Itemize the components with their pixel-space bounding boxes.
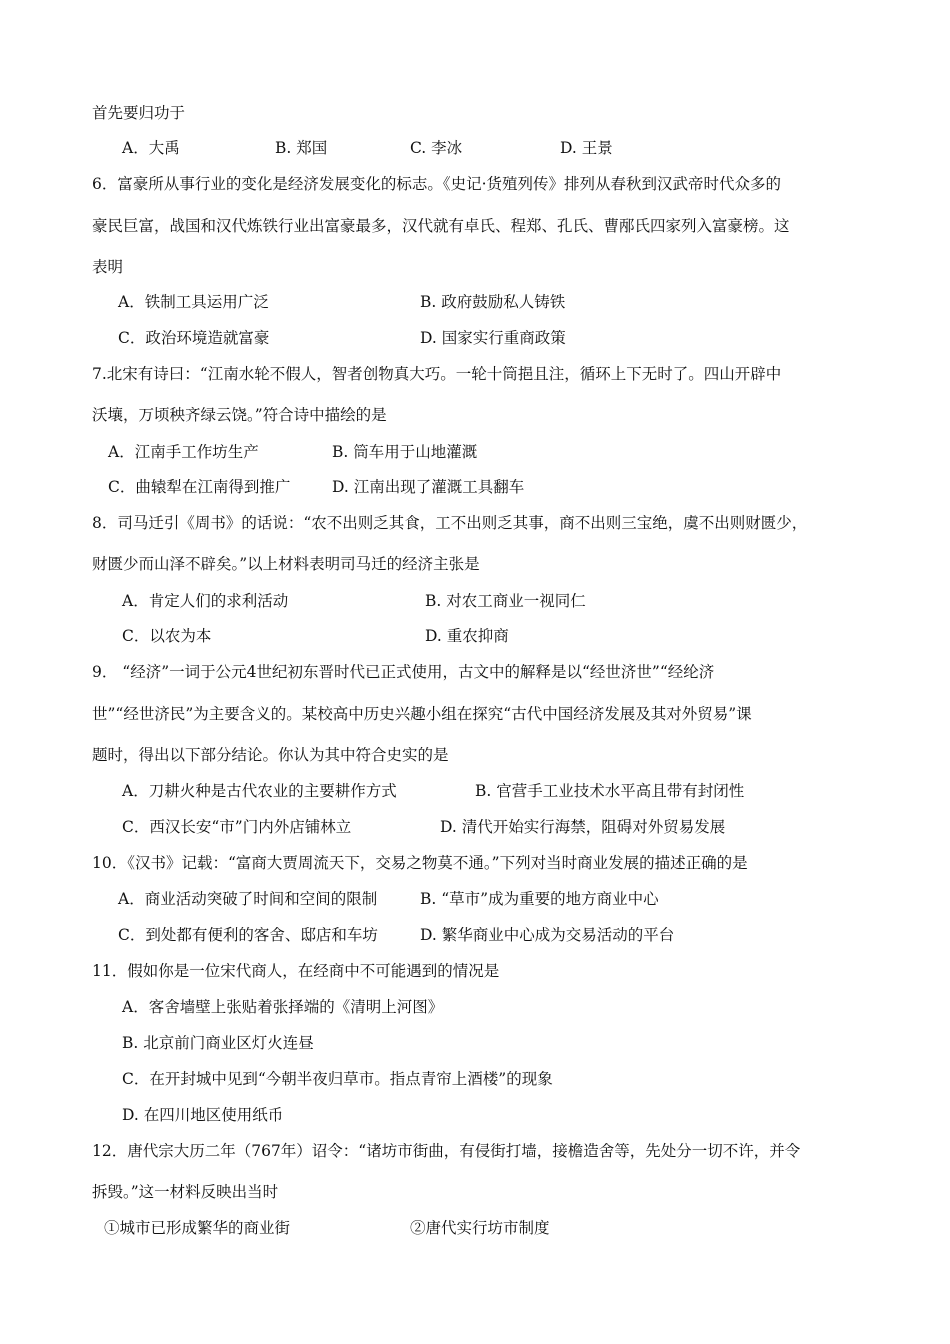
q6-stem-line-2: 豪民巨富，战国和汉代炼铁行业出富豪最多，汉代就有卓氏、程郑、孔氏、曹邴氏四家列入富豪榜。这 xyxy=(92,217,790,235)
q6-option-b: B. 政府鼓励私人铸铁 xyxy=(420,293,566,311)
q10-option-d: D. 繁华商业中心成为交易活动的平台 xyxy=(420,926,675,944)
q12-option-1: ①城市已形成繁华的商业街 xyxy=(104,1219,291,1237)
q5-option-a: A．大禹 xyxy=(122,139,180,157)
q5-option-d: D. 王景 xyxy=(560,139,613,157)
q8-option-b: B. 对农工商业一视同仁 xyxy=(425,592,586,610)
q10-option-c: C．到处都有便利的客舍、邸店和车坊 xyxy=(118,926,378,944)
q6-stem-line-3: 表明 xyxy=(92,258,124,276)
q9-option-b: B. 官营手工业技术水平高且带有封闭性 xyxy=(475,782,745,800)
q9-stem-line-2: 世”“经世济民”为主要含义的。某校高中历史兴趣小组在探究“古代中国经济发展及其对外贸易”课 xyxy=(92,705,752,723)
q9-option-d: D. 清代开始实行海禁，阻碍对外贸易发展 xyxy=(440,818,726,836)
q10-stem-line-1: 10．《汉书》记载：“富商大贾周流天下，交易之物莫不通。”下列对当时商业发展的描述正确的是 xyxy=(92,854,748,872)
q5-stem-tail: 首先要归功于 xyxy=(92,104,186,122)
q10-option-a: A．商业活动突破了时间和空间的限制 xyxy=(118,890,378,908)
q8-stem-line-1: 8．司马迁引《周书》的话说：“农不出则乏其食，工不出则乏其事，商不出则三宝绝，虞不出则财匮少， xyxy=(92,514,808,532)
q8-stem-line-2: 财匮少而山泽不辟矣。”以上材料表明司马迁的经济主张是 xyxy=(92,555,480,573)
q12-stem-line-1: 12．唐代宗大历二年（767年）诏令：“诸坊市街曲，有侵街打墙，接檐造舍等，先处分一切不许，并令 xyxy=(92,1142,801,1160)
q11-option-c: C．在开封城中见到“今朝半夜归草市。指点青帘上酒楼”的现象 xyxy=(122,1070,553,1088)
q8-option-c: C．以农为本 xyxy=(122,627,212,645)
q10-option-b: B. “草市”成为重要的地方商业中心 xyxy=(420,890,659,908)
q6-stem-line-1: 6．富豪所从事行业的变化是经济发展变化的标志。《史记·货殖列传》排列从春秋到汉武帝时代众多的 xyxy=(92,175,782,193)
q9-option-c: C．西汉长安“市”门内外店铺林立 xyxy=(122,818,352,836)
q8-option-a: A．肯定人们的求利活动 xyxy=(122,592,289,610)
q7-option-a: A．江南手工作坊生产 xyxy=(108,443,259,461)
q7-stem-line-2: 沃壤，万顷秧齐绿云饶。”符合诗中描绘的是 xyxy=(92,406,387,424)
q8-option-d: D. 重农抑商 xyxy=(425,627,509,645)
q9-stem-line-3: 题时，得出以下部分结论。你认为其中符合史实的是 xyxy=(92,746,449,764)
q11-stem-line-1: 11．假如你是一位宋代商人，在经商中不可能遇到的情况是 xyxy=(92,962,500,980)
q7-stem-line-1: 7.北宋有诗曰：“江南水轮不假人，智者创物真大巧。一轮十筒挹且注，循环上下无时了。四山开辟中 xyxy=(92,365,782,383)
q6-option-c: C．政治环境造就富豪 xyxy=(118,329,270,347)
q12-option-2: ②唐代实行坊市制度 xyxy=(410,1219,550,1237)
q11-option-b: B. 北京前门商业区灯火连昼 xyxy=(122,1034,314,1052)
q7-option-c: C．曲辕犁在江南得到推广 xyxy=(108,478,291,496)
q7-option-b: B. 筒车用于山地灌溉 xyxy=(332,443,478,461)
q12-stem-line-2: 拆毁。”这一材料反映出当时 xyxy=(92,1183,279,1201)
q6-option-d: D. 国家实行重商政策 xyxy=(420,329,566,347)
q5-option-b: B. 郑国 xyxy=(275,139,328,157)
q5-option-c: C. 李冰 xyxy=(410,139,463,157)
q6-option-a: A．铁制工具运用广泛 xyxy=(118,293,269,311)
q11-option-a: A．客舍墙壁上张贴着张择端的《清明上河图》 xyxy=(122,998,444,1016)
q11-option-d: D. 在四川地区使用纸币 xyxy=(122,1106,284,1124)
q9-stem-line-1: 9． “经济”一词于公元4世纪初东晋时代已正式使用，古文中的解释是以“经世济世”“经纶济 xyxy=(92,663,715,681)
q9-option-a: A．刀耕火种是古代农业的主要耕作方式 xyxy=(122,782,397,800)
q7-option-d: D. 江南出现了灌溉工具翻车 xyxy=(332,478,525,496)
